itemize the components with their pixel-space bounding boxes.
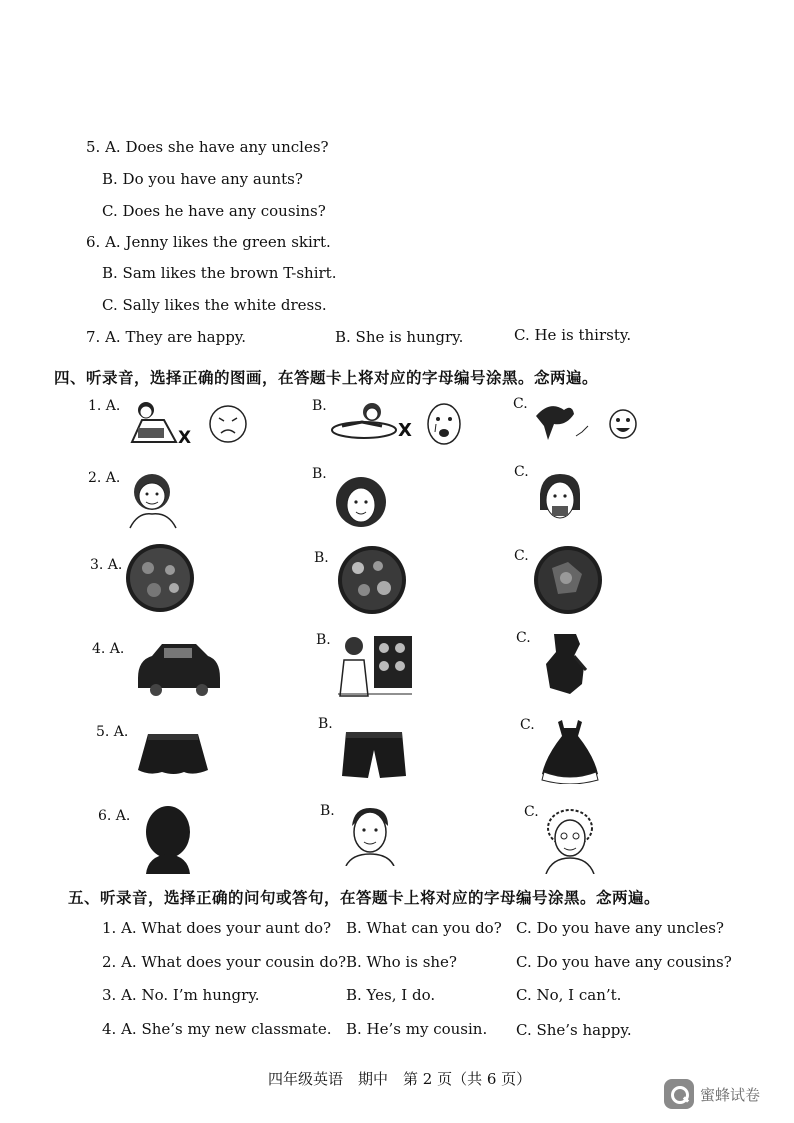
s4-q4-label-c: C.	[516, 630, 531, 646]
food-plate-icon	[336, 544, 408, 616]
s4-q2-label-a: 2. A.	[88, 470, 121, 486]
s5-q1-option-c: C. Do you have any uncles?	[516, 919, 724, 937]
doctor-icon	[334, 632, 414, 700]
s5-q2-option-c: C. Do you have any cousins?	[516, 953, 732, 971]
s5-q1-option-a: 1. A. What does your aunt do?	[102, 919, 332, 937]
food-plate-icon	[124, 542, 196, 614]
s5-q2-option-b: B. Who is she?	[346, 953, 457, 971]
skirt-icon	[134, 730, 212, 778]
happy-face-icon	[608, 408, 638, 440]
q5-option-b: B. Do you have any aunts?	[102, 170, 303, 188]
s4-q5-label-b: B.	[318, 716, 333, 732]
s4-q5-label-c: C.	[520, 717, 535, 733]
q5-option-c: C. Does he have any cousins?	[102, 202, 326, 220]
watermark-text: 蜜蜂试卷	[700, 1085, 761, 1104]
s4-q2-label-b: B.	[312, 466, 327, 482]
q6-option-a: 6. A. Jenny likes the green skirt.	[86, 233, 331, 251]
woman-portrait-icon	[334, 474, 388, 530]
s4-q5-label-a: 5. A.	[96, 724, 129, 740]
s5-q4-option-c: C. She’s happy.	[516, 1021, 632, 1039]
s5-q3-option-c: C. No, I can’t.	[516, 986, 622, 1004]
boy-portrait-icon	[344, 804, 396, 866]
s4-q1-label-c: C.	[513, 396, 528, 412]
sad-face-icon	[208, 404, 248, 444]
s5-q3-option-b: B. Yes, I do.	[346, 986, 436, 1004]
s4-q6-label-a: 6. A.	[98, 808, 131, 824]
q7-option-c: C. He is thirsty.	[514, 326, 632, 344]
s4-q4-label-b: B.	[316, 632, 331, 648]
section-5-header: 五、听录音，选择正确的问句或答句，在答题卡上将对应的字母编号涂黑。念两遍。	[68, 889, 661, 907]
s5-q4-option-b: B. He’s my cousin.	[346, 1020, 488, 1038]
page-footer: 四年级英语 期中 第 2 页（共 6 页）	[268, 1070, 532, 1088]
s5-q2-option-a: 2. A. What does your cousin do?	[102, 953, 347, 971]
x-mark: X	[178, 428, 192, 448]
q7-option-b: B. She is hungry.	[335, 328, 464, 346]
s4-q3-label-a: 3. A.	[90, 557, 123, 573]
jacket-icon	[540, 630, 590, 696]
s4-q4-label-a: 4. A.	[92, 641, 125, 657]
shorts-icon	[340, 728, 408, 782]
person-silhouette-icon	[138, 804, 198, 874]
s4-q6-label-b: B.	[320, 803, 335, 819]
q6-option-c: C. Sally likes the white dress.	[102, 296, 327, 314]
s4-q1-label-a: 1. A.	[88, 398, 121, 414]
grandmother-portrait-icon	[542, 806, 598, 874]
watermark	[664, 1079, 760, 1109]
s4-q3-label-b: B.	[314, 550, 329, 566]
bird-icon	[530, 396, 596, 446]
girl-drawing-icon	[124, 398, 184, 448]
s4-q3-label-c: C.	[514, 548, 529, 564]
s4-q2-label-c: C.	[514, 464, 529, 480]
x-mark: X	[398, 420, 412, 441]
man-portrait-icon	[534, 470, 586, 526]
q7-option-a: 7. A. They are happy.	[86, 328, 247, 346]
dress-icon	[538, 716, 602, 784]
curly-hair-woman-icon	[124, 470, 182, 530]
car-icon	[132, 638, 224, 698]
magnifier-logo-icon	[664, 1079, 694, 1109]
crying-face-icon	[426, 402, 462, 446]
s5-q3-option-a: 3. A. No. I’m hungry.	[102, 986, 260, 1004]
section-4-header: 四、听录音，选择正确的图画，在答题卡上将对应的字母编号涂黑。念两遍。	[54, 369, 599, 387]
q6-option-b: B. Sam likes the brown T-shirt.	[102, 264, 337, 282]
s4-q6-label-c: C.	[524, 804, 539, 820]
food-plate-icon	[532, 544, 604, 616]
q5-option-a: 5. A. Does she have any uncles?	[86, 138, 329, 156]
s5-q4-option-a: 4. A. She’s my new classmate.	[102, 1020, 332, 1038]
s4-q1-label-b: B.	[312, 398, 327, 414]
boy-swimming-icon	[328, 396, 400, 442]
s5-q1-option-b: B. What can you do?	[346, 919, 502, 937]
